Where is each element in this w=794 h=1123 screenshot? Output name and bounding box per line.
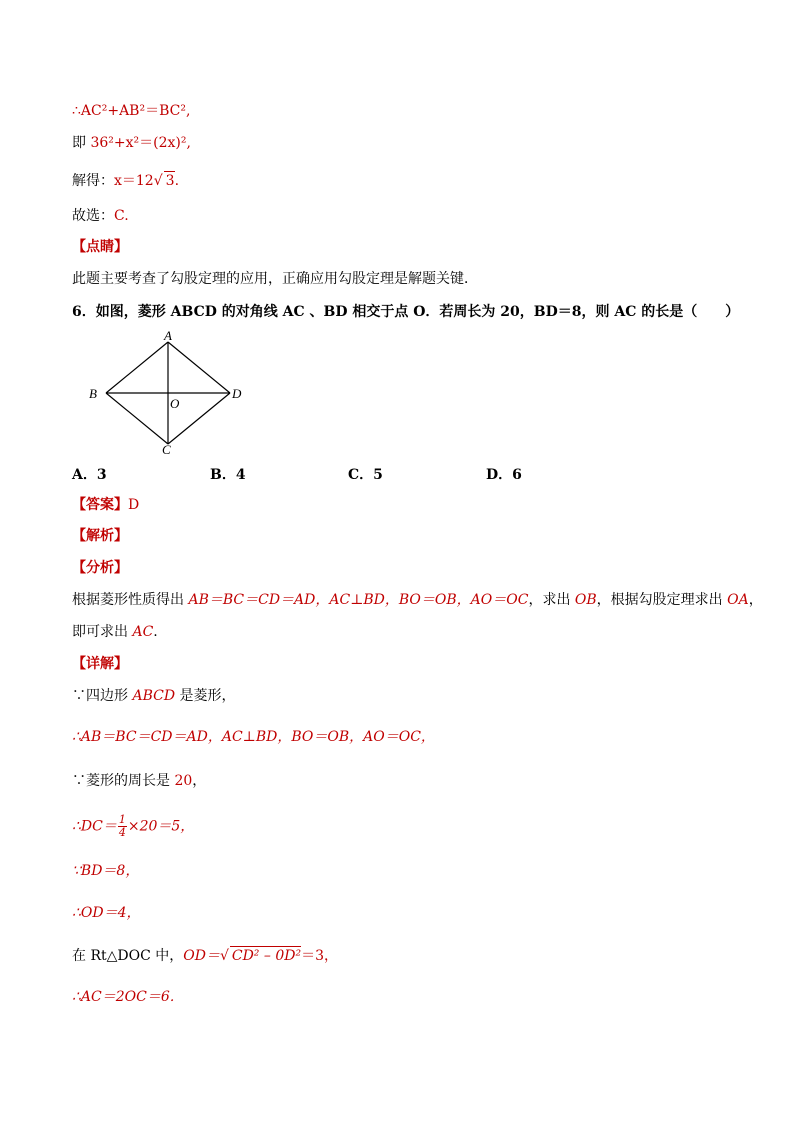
fraction (118, 814, 127, 839)
detail-text: ∵菱形的周长是 (72, 773, 175, 789)
detail-text: 在 Rt△DOC 中， (72, 948, 184, 964)
fenxi-tag: 【分析】 (72, 560, 128, 576)
step-label: 解得： (72, 173, 114, 189)
detail-text: ， (192, 773, 207, 789)
label-d: D (232, 386, 242, 401)
side-ab (106, 342, 168, 393)
sqrt-symbol: √ (153, 173, 163, 189)
detail-expr: ABCD (132, 688, 176, 704)
detail-expr: ×20＝5， (127, 818, 195, 835)
rhombus-figure (84, 330, 254, 454)
comment-text: 此题主要考查了勾股定理的应用，正确应用勾股定理是解题关键． (72, 271, 478, 287)
question-6 (72, 303, 739, 321)
fenxi-text: . (153, 624, 158, 640)
step-solve (72, 171, 179, 190)
fenxi-expr: OB (574, 592, 597, 608)
fenxi-text: ，根据勾股定理求出 (596, 592, 728, 608)
fenxi-expr: AC (132, 624, 154, 640)
answer-value: D (128, 497, 140, 513)
side-ad (168, 342, 230, 393)
option-d: D．6 (486, 467, 522, 483)
sqrt-radicand: 3 (165, 173, 175, 189)
step-label: 即 (72, 135, 91, 151)
step-expr: C. (114, 208, 129, 224)
label-b: B (89, 386, 97, 401)
answer-line (72, 496, 139, 514)
fenxi-text: 根据菱形性质得出 (72, 592, 189, 608)
step-label: 故选： (72, 208, 114, 224)
detail-step-4 (72, 814, 194, 839)
fenxi-text: 即可求出 (72, 624, 133, 640)
option-c: C．5 (348, 467, 383, 483)
detail-text: ∵四边形 (72, 688, 133, 704)
fenxi-text: ，求出 (528, 592, 575, 608)
fraction-numerator: 1 (118, 813, 126, 826)
analysis-tag: 【解析】 (72, 528, 128, 544)
detail-expr: ＝3， (301, 948, 338, 964)
detail-text: 是菱形， (175, 688, 236, 704)
question-number: 6． (72, 304, 96, 320)
detail-step-2: ∴AB＝BC＝CD＝AD，AC⊥BD，BO＝OB，AO＝OC， (72, 729, 435, 745)
fenxi-expr: OA (727, 592, 749, 608)
label-a: A (164, 330, 172, 343)
step-pythagoras: ∴AC²+AB²＝BC², (72, 103, 191, 119)
detail-step-8: ∴AC＝2OC＝6． (72, 989, 184, 1005)
detail-tag: 【详解】 (72, 656, 128, 672)
label-o: O (170, 396, 180, 411)
step-expr: x＝12 (114, 173, 154, 189)
fenxi-text: ， (748, 592, 763, 608)
fenxi-line-2 (72, 623, 158, 641)
detail-expr: OD＝ (183, 948, 220, 964)
detail-step-5: ∵BD＝8， (72, 863, 140, 879)
answer-tag: 【答案】 (72, 497, 128, 513)
label-c: C (162, 442, 171, 454)
sqrt-symbol: √ (219, 948, 229, 964)
fenxi-expr: AB＝BC＝CD＝AD，AC⊥BD，BO＝OB，AO＝OC (188, 592, 529, 608)
side-bc (106, 393, 168, 444)
comment-tag: 【点睛】 (72, 239, 128, 255)
step-end: . (174, 173, 180, 189)
option-b: B．4 (210, 467, 246, 483)
detail-expr: ∴DC＝ (72, 818, 117, 835)
detail-step-7 (72, 946, 338, 965)
detail-expr: 20 (174, 773, 193, 789)
question-text: 如图，菱形 ABCD 的对角线 AC 、BD 相交于点 O．若周长为 20，BD＝8，则 AC 的长是（ ） (95, 304, 740, 320)
fraction-denominator: 4 (118, 826, 126, 839)
fenxi-line-1 (72, 591, 763, 609)
step-expr: 36²+x²＝(2x)², (90, 135, 191, 151)
step-choice (72, 207, 129, 225)
step-equation (72, 134, 191, 152)
sqrt-radicand: CD² – 0D² (231, 948, 302, 964)
detail-step-3 (72, 772, 206, 790)
detail-step-1 (72, 687, 236, 705)
option-a: A．3 (72, 467, 107, 483)
detail-step-6: ∴OD＝4， (72, 905, 141, 921)
